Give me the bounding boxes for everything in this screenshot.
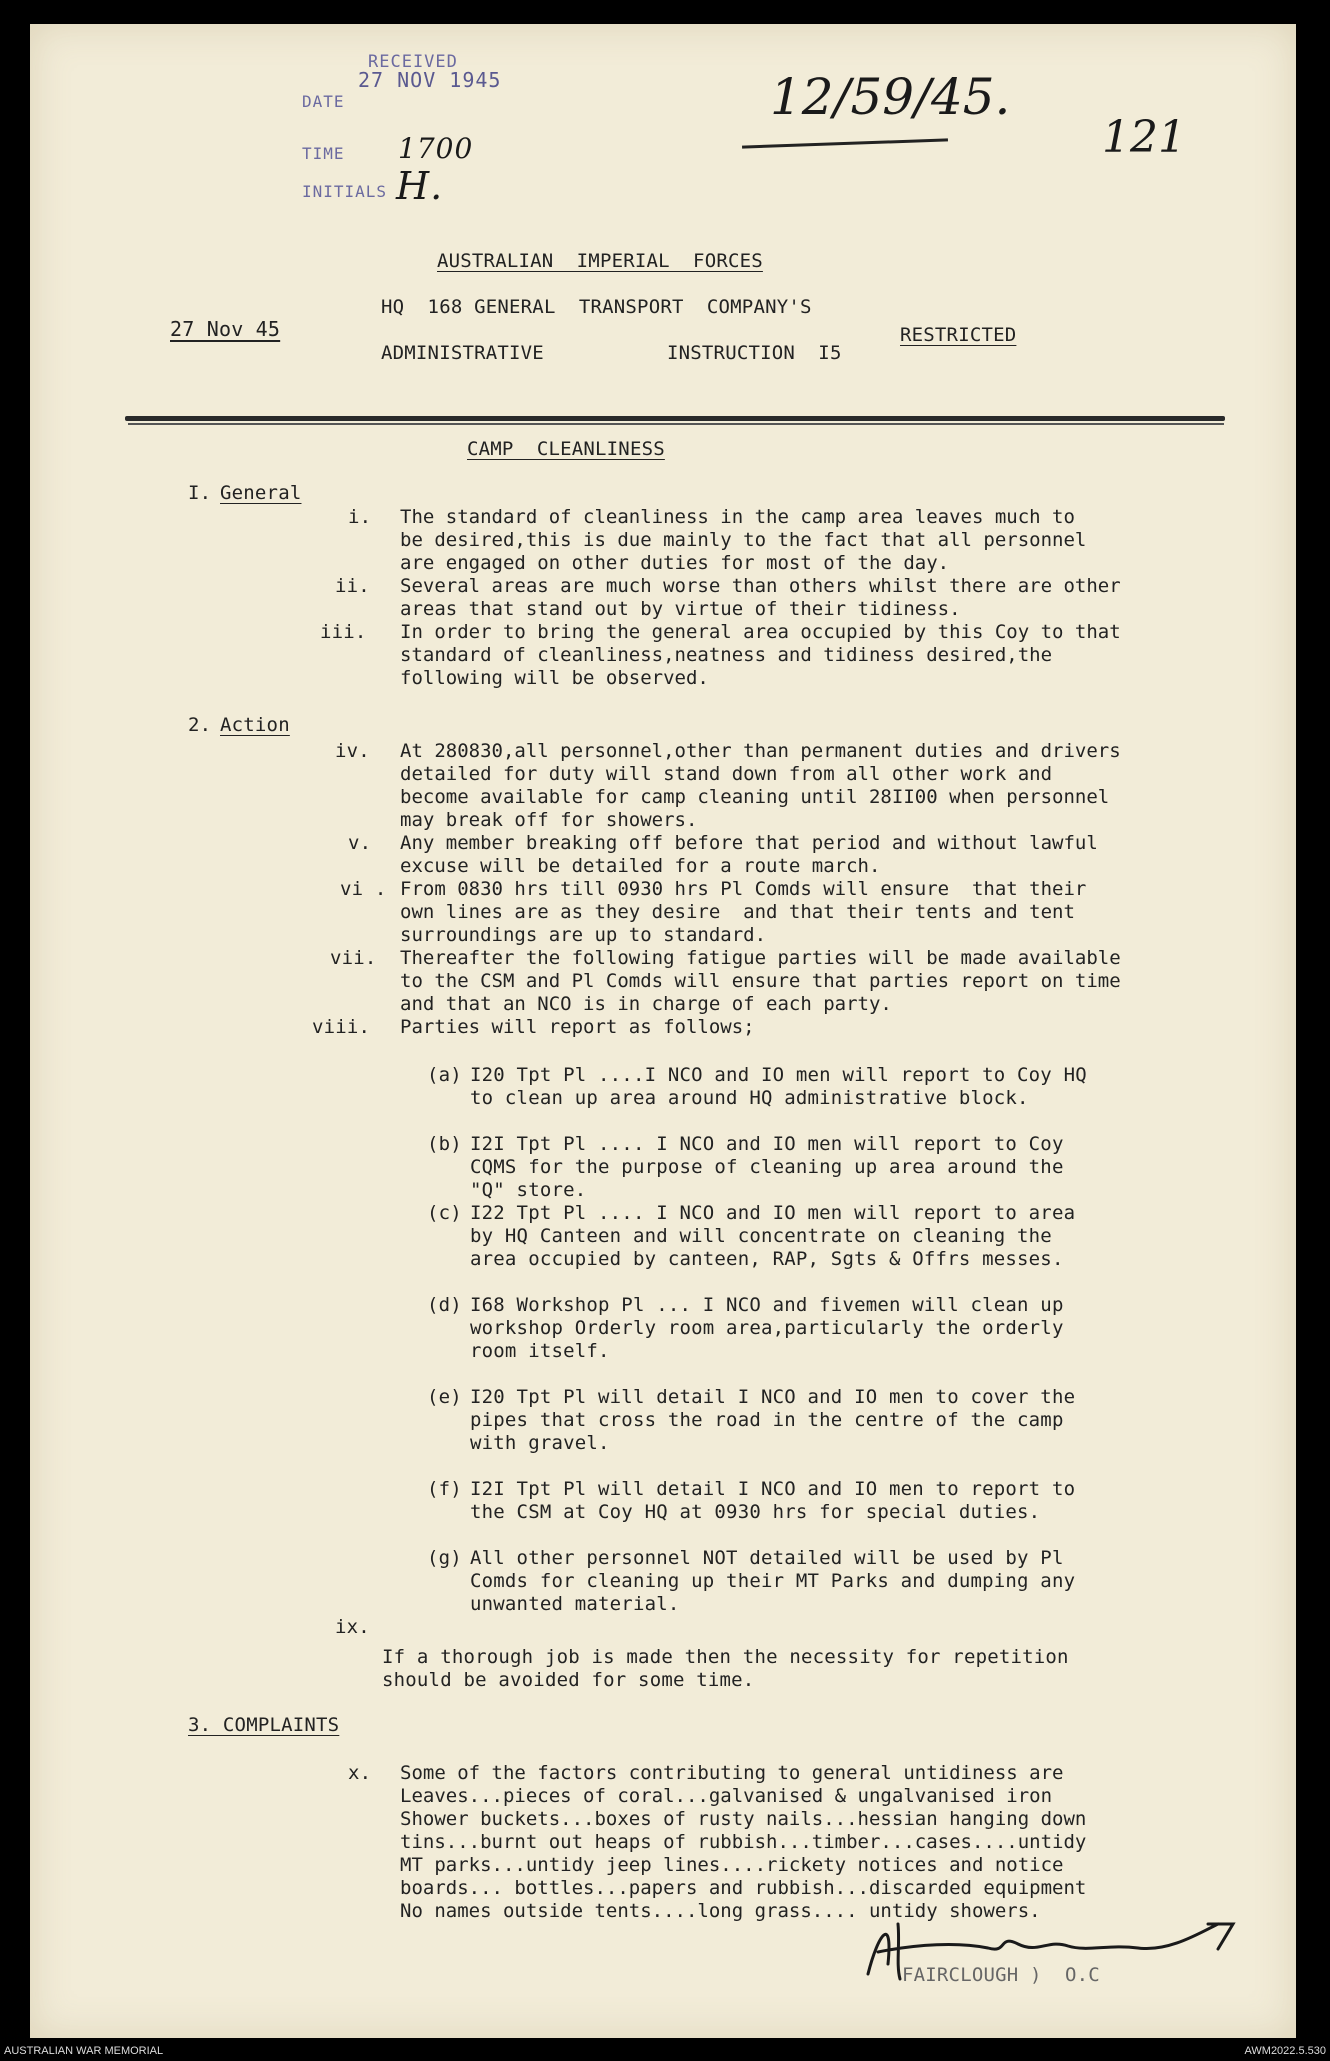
party-f-line: I2I Tpt Pl will detail I NCO and IO men to report to xyxy=(470,1478,1076,1500)
document-page xyxy=(30,24,1296,2038)
item-x-line: Shower buckets...boxes of rusty nails...hessian hanging down xyxy=(400,1808,1087,1830)
item-x-line: boards... bottles...papers and rubbish...discarded equipment xyxy=(400,1877,1087,1899)
party-b-line: "Q" store. xyxy=(470,1179,587,1201)
item-vi-line: From 0830 hrs till 0930 hrs Pl Comds will ensure that their xyxy=(400,878,1087,900)
section-2-heading: Action xyxy=(220,714,290,736)
party-b-line: I2I Tpt Pl .... I NCO and IO men will report to Coy xyxy=(470,1133,1064,1155)
item-viii-num: viii. xyxy=(312,1016,371,1038)
header-line-1: AUSTRALIAN IMPERIAL FORCES xyxy=(437,250,763,272)
party-c-letter: (c) xyxy=(427,1202,462,1224)
typed-signature: FAIRCLOUGH ) O.C xyxy=(902,1964,1100,1986)
party-d-line: I68 Workshop Pl ... I NCO and fivemen will clean up xyxy=(470,1294,1064,1316)
party-g-line: All other personnel NOT detailed will be used by Pl xyxy=(470,1547,1064,1569)
stamp-time-label: TIME xyxy=(302,144,345,163)
item-vi-line: surroundings are up to standard. xyxy=(400,924,767,946)
file-reference-underline xyxy=(742,138,948,148)
party-a-letter: (a) xyxy=(427,1064,462,1086)
item-ii-line: Several areas are much worse than others whilst there are other xyxy=(400,575,1121,597)
section-1-heading: General xyxy=(220,482,302,504)
item-x-num: x. xyxy=(348,1762,372,1784)
party-c-line: I22 Tpt Pl .... I NCO and IO men will report to area xyxy=(470,1202,1076,1224)
stamp-date-label: DATE xyxy=(302,92,345,111)
item-i-line: are engaged on other duties for most of the day. xyxy=(400,552,950,574)
item-i-num: i. xyxy=(348,506,372,528)
item-i-line: The standard of cleanliness in the camp area leaves much to xyxy=(400,506,1075,528)
item-iii-line: following will be observed. xyxy=(400,667,709,689)
item-vii-line: Thereafter the following fatigue parties will be made available xyxy=(400,947,1121,969)
item-iii-line: standard of cleanliness,neatness and tidiness desired,the xyxy=(400,644,1053,666)
party-f-letter: (f) xyxy=(427,1478,462,1500)
item-v-line: excuse will be detailed for a route march. xyxy=(400,855,881,877)
header-date: 27 Nov 45 xyxy=(170,317,281,341)
party-a-line: to clean up area around HQ administrative block. xyxy=(470,1087,1029,1109)
party-g-letter: (g) xyxy=(427,1547,462,1569)
party-d-line: room itself. xyxy=(470,1340,610,1362)
item-iv-line: detailed for duty will stand down from all other work and xyxy=(400,763,1053,785)
item-viii-line: Parties will report as follows; xyxy=(400,1016,755,1038)
party-b-line: CQMS for the purpose of cleaning up area around the xyxy=(470,1156,1064,1178)
item-ii-line: areas that stand out by virtue of their tidiness. xyxy=(400,598,961,620)
item-iv-line: become available for camp cleaning until 28II00 when personnel xyxy=(400,786,1110,808)
header-line-2: HQ 168 GENERAL TRANSPORT COMPANY'S xyxy=(381,296,812,318)
item-vii-line: to the CSM and Pl Comds will ensure that parties report on time xyxy=(400,970,1121,992)
header-line-3a: ADMINISTRATIVE xyxy=(381,342,544,364)
item-ix-num: ix. xyxy=(335,1616,370,1638)
item-ix-line: If a thorough job is made then the necessity for repetition xyxy=(382,1646,1069,1668)
item-iv-line: may break off for showers. xyxy=(400,809,698,831)
header-rule xyxy=(125,416,1225,421)
section-2-number: 2. xyxy=(188,714,212,736)
item-vi-line: own lines are as they desire and that their tents and tent xyxy=(400,901,1075,923)
party-d-letter: (d) xyxy=(427,1294,462,1316)
item-x-line: tins...burnt out heaps of rubbish...timber...cases....untidy xyxy=(400,1831,1087,1853)
party-g-line: unwanted material. xyxy=(470,1593,680,1615)
item-x-line: MT parks...untidy jeep lines....rickety notices and notice xyxy=(400,1854,1064,1876)
footer-right: AWM2022.5.530 xyxy=(1244,2045,1326,2057)
item-iii-line: In order to bring the general area occupied by this Coy to that xyxy=(400,621,1121,643)
item-vii-line: and that an NCO is in charge of each party. xyxy=(400,993,892,1015)
classification: RESTRICTED xyxy=(900,324,1017,346)
item-ix-line: should be avoided for some time. xyxy=(382,1669,755,1691)
item-x-line: No names outside tents....long grass.... untidy showers. xyxy=(400,1900,1041,1922)
party-d-line: workshop Orderly room area,particularly the orderly xyxy=(470,1317,1064,1339)
stamp-initials-label: INITIALS xyxy=(302,182,388,201)
party-e-letter: (e) xyxy=(427,1386,462,1408)
stamp-received: RECEIVED xyxy=(368,52,458,72)
section-3-heading: 3. COMPLAINTS xyxy=(188,1714,340,1736)
item-iv-num: iv. xyxy=(335,740,370,762)
party-e-line: I20 Tpt Pl will detail I NCO and IO men to cover the xyxy=(470,1386,1076,1408)
item-v-line: Any member breaking off before that period and without lawful xyxy=(400,832,1098,854)
stamp-initials-value: H. xyxy=(396,164,444,208)
party-f-line: the CSM at Coy HQ at 0930 hrs for special duties. xyxy=(470,1501,1041,1523)
footer-left: AUSTRALIAN WAR MEMORIAL xyxy=(4,2045,164,2057)
stamp-time-value: 1700 xyxy=(398,132,474,165)
party-c-line: area occupied by canteen, RAP, Sgts & Offrs messes. xyxy=(470,1248,1064,1270)
header-rule-under xyxy=(128,423,1224,425)
item-vi-num: vi . xyxy=(340,878,387,900)
party-a-line: I20 Tpt Pl ....I NCO and IO men will report to Coy HQ xyxy=(470,1064,1087,1086)
item-iv-line: At 280830,all personnel,other than permanent duties and drivers xyxy=(400,740,1121,762)
section-1-number: I. xyxy=(188,482,212,504)
party-g-line: Comds for cleaning up their MT Parks and dumping any xyxy=(470,1570,1076,1592)
header-line-3b: INSTRUCTION I5 xyxy=(667,342,842,364)
item-vii-num: vii. xyxy=(330,947,377,969)
item-iii-num: iii. xyxy=(320,621,367,643)
item-i-line: be desired,this is due mainly to the fact that all personnel xyxy=(400,529,1087,551)
party-c-line: by HQ Canteen and will concentrate on cleaning the xyxy=(470,1225,1052,1247)
item-x-line: Leaves...pieces of coral...galvanised & ungalvanised iron xyxy=(400,1785,1053,1807)
item-v-num: v. xyxy=(348,832,372,854)
item-x-line: Some of the factors contributing to general untidiness are xyxy=(400,1762,1064,1784)
stamp-date-value: 27 NOV 1945 xyxy=(358,68,502,92)
file-reference: 12/59/45. xyxy=(770,68,1011,126)
folio-number: 121 xyxy=(1102,112,1186,163)
document-title: CAMP CLEANLINESS xyxy=(467,438,665,460)
party-b-letter: (b) xyxy=(427,1133,462,1155)
received-stamp xyxy=(302,52,508,208)
party-e-line: pipes that cross the road in the centre of the camp xyxy=(470,1409,1064,1431)
party-e-line: with gravel. xyxy=(470,1432,610,1454)
item-ii-num: ii. xyxy=(335,575,370,597)
